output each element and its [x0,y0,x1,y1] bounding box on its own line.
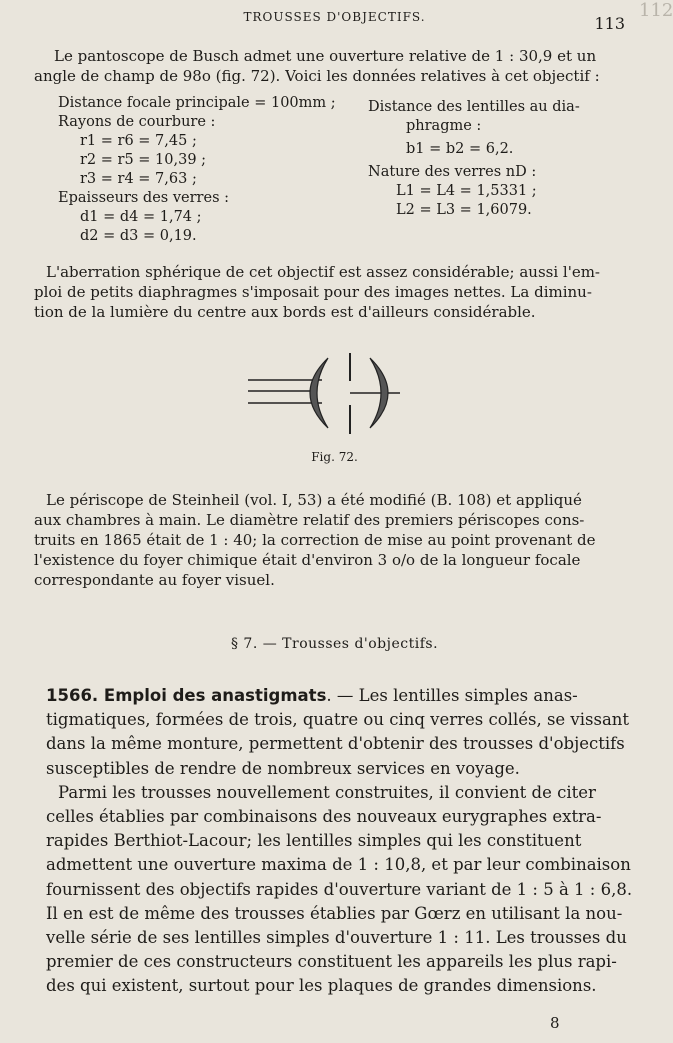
lens-data-left [58,94,336,246]
running-title: TROUSSES D'OBJECTIFS. [243,10,426,24]
text-line: susceptibles de rendre de nombreux services en voyage. [46,758,520,778]
article-first-line [46,684,614,708]
text-line: Parmi les trousses nouvellement construites, il convient de citer [58,782,596,802]
text-line: premier de ces constructeurs constituent les appareils les plus rapi- [46,952,617,972]
text-line: fournissent des objectifs rapides d'ouverture variant de 1 : 5 à 1 : 6,8. [46,879,633,899]
text-line: angle de champ de 98o (fig. 72). Voici les données relatives à cet objectif : [34,67,600,85]
text-line: admettent une ouverture maxima de 1 : 10,8, et par leur combinaison [46,855,631,875]
article-paragraph [46,684,633,999]
meniscus-lens-left [310,358,328,428]
text-line: tion de la lumière du centre aux bords est d'ailleurs considérable. [34,303,536,321]
figure-caption: Fig. 72. [311,450,358,464]
text-line: tigmatiques, formées de trois, quatre ou cinq verres collés, se vissant [46,710,630,730]
text-line: des qui existent, surtout pour les plaques de grandes dimensions. [46,976,597,996]
text-line: Le périscope de Steinheil (vol. I, 53) a été modifié (B. 108) et appliqué [46,491,582,509]
radius-line: r3 = r4 = 7,63 ; [80,171,197,187]
radius-line: r2 = r5 = 10,39 ; [80,152,207,168]
text-line: ploi de petits diaphragmes s'imposait pour des images nettes. La diminu- [34,283,592,301]
diaphragm-distance-line: Distance des lentilles au dia- [368,99,580,115]
signature-mark: 8 [550,1014,560,1032]
radii-heading: Rayons de courbure : [58,114,216,130]
text-line: l'existence du foyer chimique était d'environ 3 o/o de la longueur focale [34,551,581,569]
text-line: Le pantoscope de Busch admet une ouverture relative de 1 : 30,9 et un [54,47,597,65]
glass-index-line: L2 = L3 = 1,6079. [396,202,532,218]
periscope-paragraph [34,490,626,590]
page-number: 113 [594,14,625,33]
section-heading: § 7. — Trousses d'objectifs. [230,636,439,652]
text-line: celles établies par combinaisons des nouveaux eurygraphes extra- [46,807,602,827]
text-line: velle série de ses lentilles simples d'ouverture 1 : 11. Les trousses du [46,928,627,948]
text-line: rapides Berthiot-Lacour; les lentilles simples qui les constituent [46,831,582,851]
bleed-through-page-number: 112 [639,0,673,21]
glass-index-line: L1 = L4 = 1,5331 ; [396,183,537,199]
thickness-heading: Epaisseurs des verres : [58,190,229,206]
distance-value-line: b1 = b2 = 6,2. [406,141,514,157]
glass-nature-heading: Nature des verres nD : [368,164,537,180]
thickness-line: d2 = d3 = 0,19. [80,228,197,244]
text-fragment: . — Les lentilles simples anas- [326,686,578,705]
text-line: dans la même monture, permettent d'obtenir des trousses d'objectifs [46,734,625,754]
intro-paragraph [34,46,626,86]
text-line: truits en 1865 était de 1 : 40; la correction de mise au point provenant de [34,531,596,549]
radius-line: r1 = r6 = 7,45 ; [80,133,197,149]
focal-length-line: Distance focale principale = 100mm ; [58,95,336,111]
lens-data-right [368,98,580,220]
aberration-paragraph [34,262,626,322]
diaphragm-distance-line: phragme : [406,118,482,134]
text-line: correspondante au foyer visuel. [34,571,275,589]
text-line: aux chambres à main. Le diamètre relatif des premiers périscopes cons- [34,511,585,529]
text-line: L'aberration sphérique de cet objectif est assez considérable; aussi l'em- [46,263,601,281]
text-line: Il en est de même des trousses établies par Gœrz en utilisant la nou- [46,903,623,923]
pantoscope-lens-figure [240,348,410,438]
article-title: 1566. Emploi des anastigmats [46,686,327,705]
thickness-line: d1 = d4 = 1,74 ; [80,209,202,225]
